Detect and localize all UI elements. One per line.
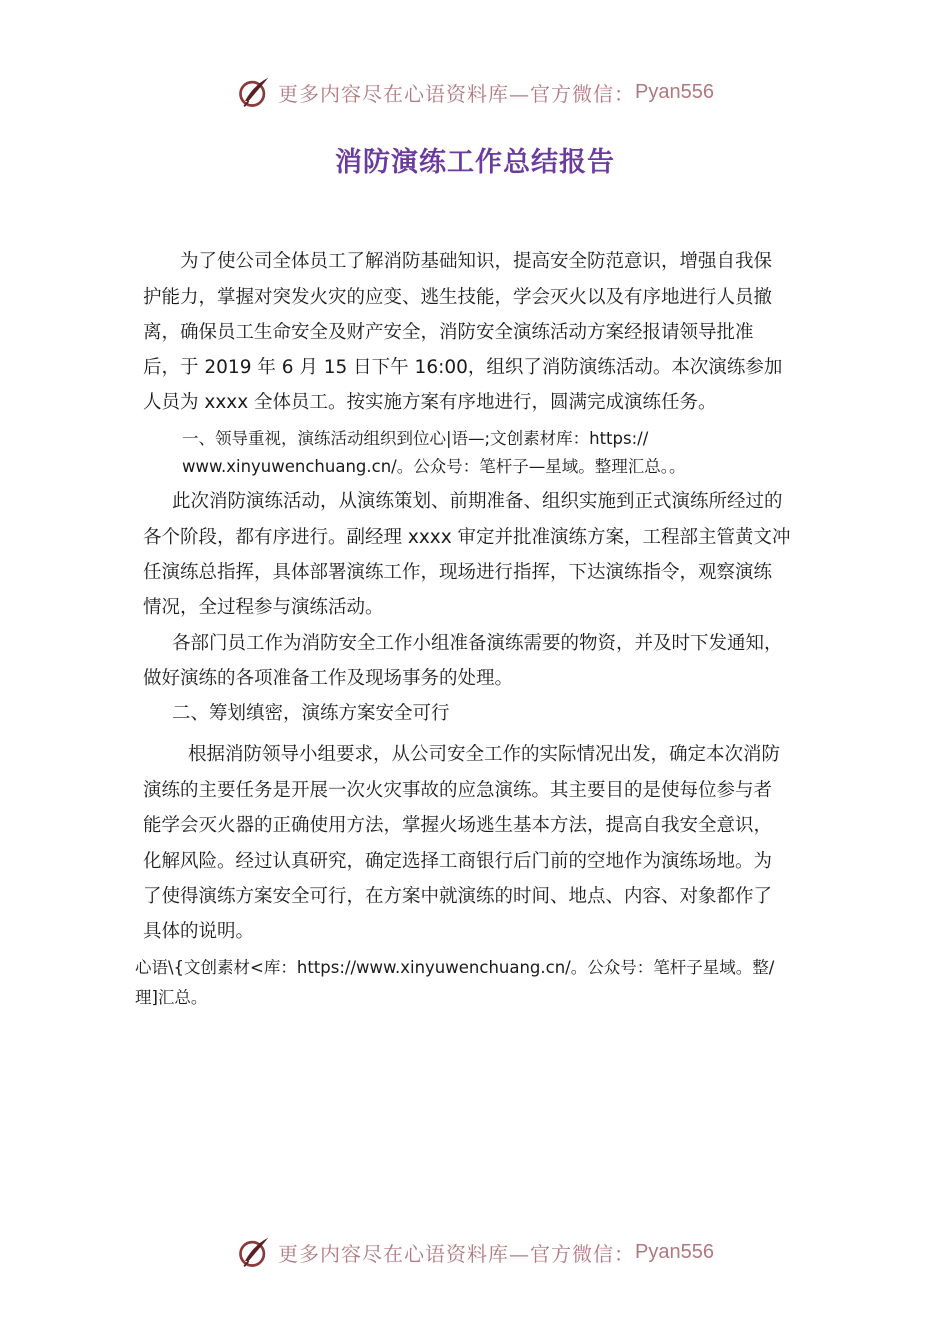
body-line: 离，确保员工生命安全及财产安全，消防安全演练活动方案经报请领导批准 <box>143 322 754 343</box>
body-line: 各个阶段，都有序进行。副经理 xxxx 审定并批准演练方案，工程部主管黄文冲 <box>143 527 791 548</box>
section-heading: 一、领导重视，演练活动组织到位心|语—;文创素材库：https:// <box>182 429 649 448</box>
quill-circle-logo-icon <box>236 1234 272 1270</box>
body-line: 做好演练的各项准备工作及现场事务的处理。 <box>143 668 514 689</box>
body-line: 根据消防领导小组要求，从公司安全工作的实际情况出发，确定本次消防 <box>188 744 781 765</box>
body-line: 各部门员工作为消防安全工作小组准备演练需要的物资，并及时下发通知， <box>172 633 783 654</box>
body-line: 演练的主要任务是开展一次火灾事故的应急演练。其主要目的是使每位参与者 <box>143 780 773 801</box>
section-heading: 二、筹划缜密，演练方案安全可行 <box>172 703 450 724</box>
banner-wechat-id: Pyan556 <box>635 1240 714 1263</box>
body-line: 能学会灭火器的正确使用方法，掌握火场逃生基本方法，提高自我安全意识， <box>143 815 773 836</box>
body-line: 护能力，掌握对突发火灾的应变、逃生技能，学会灭火以及有序地进行人员撤 <box>143 287 773 308</box>
body-line: www.xinyuwenchuang.cn/。公众号：笔杆子—星域。整理汇总。。 <box>182 457 686 476</box>
body-line: 具体的说明。 <box>143 921 255 942</box>
banner-wechat-id: Pyan556 <box>635 80 714 103</box>
top-banner <box>0 70 950 114</box>
body-line: 此次消防演练活动，从演练策划、前期准备、组织实施到正式演练所经过的 <box>172 491 783 512</box>
document-title: 消防演练工作总结报告 <box>335 147 615 178</box>
banner-text: 更多内容尽在心语资料库—官方微信： <box>278 1241 636 1266</box>
body-line: 情况，全过程参与演练活动。 <box>143 597 384 618</box>
body-line: 人员为 xxxx 全体员工。按实施方案有序地进行，圆满完成演练任务。 <box>143 392 717 413</box>
banner-text: 更多内容尽在心语资料库—官方微信： <box>278 81 636 106</box>
watermark-line: 心语\{文创素材<库：https://www.xinyuwenchuang.cn/。公众号：笔杆子星域。整/ <box>135 958 775 977</box>
watermark-line: 理]汇总。 <box>135 988 208 1007</box>
body-line: 后，于 2019 年 6 月 15 日下午 16:00，组织了消防演练活动。本次演练参加 <box>143 357 783 378</box>
quill-circle-logo-icon <box>236 74 272 110</box>
body-line: 化解风险。经过认真研究，确定选择工商银行后门前的空地作为演练场地。为 <box>143 851 773 872</box>
body-line: 任演练总指挥，具体部署演练工作，现场进行指挥，下达演练指令，观察演练 <box>143 562 773 583</box>
bottom-banner <box>0 1230 950 1274</box>
body-line: 为了使公司全体员工了解消防基础知识，提高安全防范意识，增强自我保 <box>180 251 773 272</box>
body-line: 了使得演练方案安全可行，在方案中就演练的时间、地点、内容、对象都作了 <box>143 886 773 907</box>
